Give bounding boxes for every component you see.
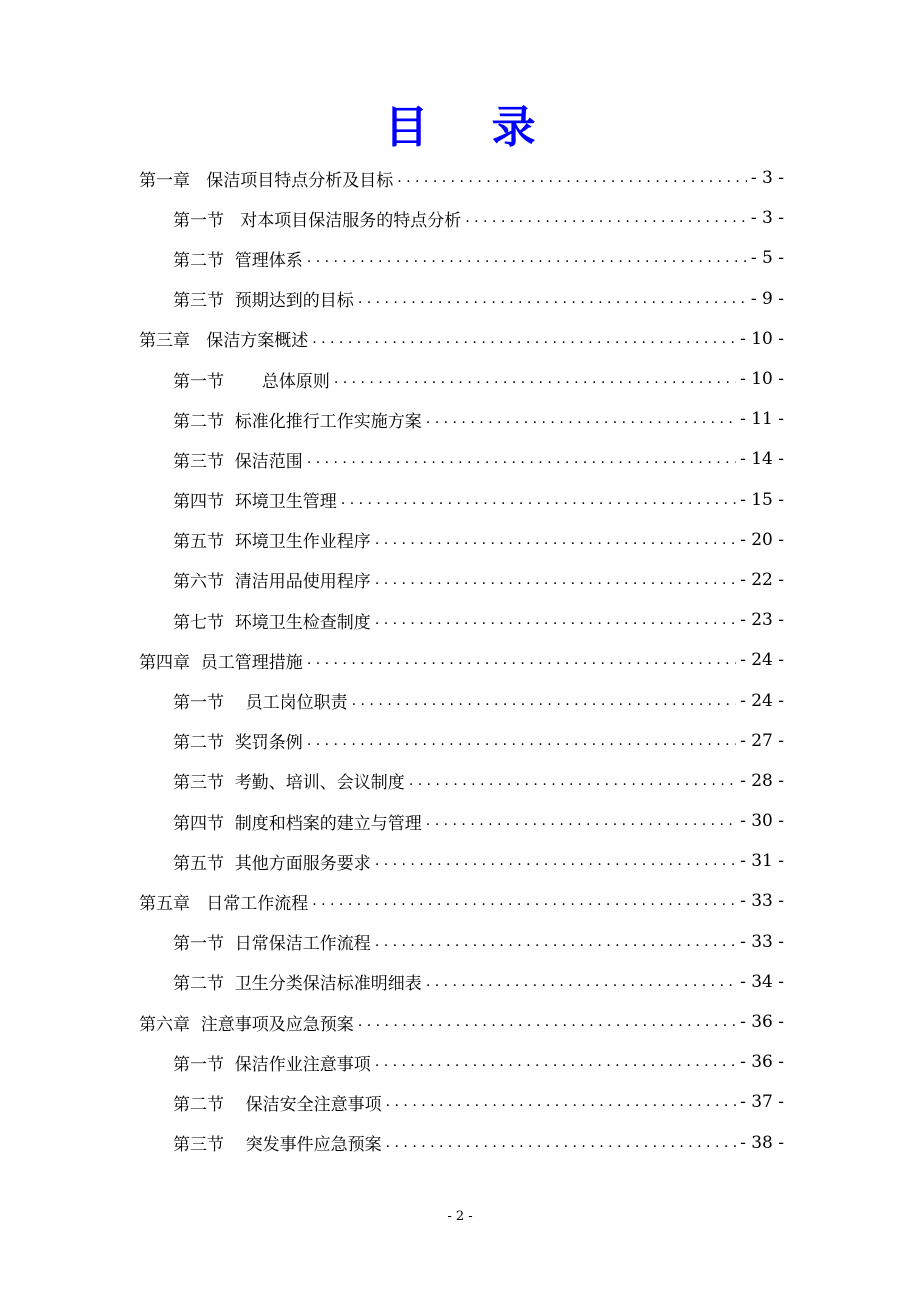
toc-entry[interactable] (139, 1002, 784, 1042)
toc-entry[interactable] (139, 640, 784, 680)
toc-entry[interactable] (139, 881, 784, 921)
toc-leader-dots (307, 649, 736, 671)
toc-page-number: - 34 - (740, 971, 784, 992)
toc-entry[interactable] (139, 359, 784, 399)
toc-label: 第一节 日常保洁工作流程 (173, 934, 371, 955)
toc-entry[interactable] (139, 841, 784, 881)
toc-entry[interactable] (139, 158, 784, 198)
toc-label: 第六章 注意事项及应急预案 (139, 1014, 354, 1035)
toc-label: 第二节 奖罚条例 (173, 733, 303, 754)
toc-leader-dots (334, 368, 736, 390)
toc-leader-dots (341, 489, 736, 511)
toc-entry[interactable] (139, 721, 784, 761)
toc-label: 第四章 员工管理措施 (139, 652, 303, 673)
toc-page-number: - 10 - (740, 369, 784, 390)
table-of-contents (139, 158, 784, 1163)
toc-label: 第二节 卫生分类保洁标准明细表 (173, 974, 422, 995)
toc-label: 第三节 突发事件应急预案 (173, 1135, 382, 1156)
toc-page-number: - 24 - (740, 650, 784, 671)
toc-entry[interactable] (139, 238, 784, 278)
toc-entry[interactable] (139, 319, 784, 359)
toc-label: 第一节 对本项目保洁服务的特点分析 (173, 210, 462, 231)
toc-label: 第七节 环境卫生检查制度 (173, 612, 371, 633)
toc-page-number: - 36 - (740, 1052, 784, 1073)
toc-page-number: - 9 - (750, 288, 784, 309)
toc-page-number: - 24 - (740, 690, 784, 711)
toc-page-number: - 15 - (740, 489, 784, 510)
toc-page-number: - 20 - (740, 529, 784, 550)
toc-label: 第三章 保洁方案概述 (139, 331, 309, 352)
toc-label: 第一章 保洁项目特点分析及目标 (139, 170, 394, 191)
toc-page-number: - 38 - (740, 1132, 784, 1153)
toc-leader-dots (375, 569, 736, 591)
toc-label: 第五章 日常工作流程 (139, 893, 309, 914)
toc-entry[interactable] (139, 1123, 784, 1163)
toc-leader-dots (426, 810, 736, 832)
toc-label: 第五节 环境卫生作业程序 (173, 532, 371, 553)
toc-leader-dots (426, 408, 736, 430)
toc-leader-dots (426, 971, 736, 993)
toc-entry[interactable] (139, 399, 784, 439)
toc-leader-dots (375, 1051, 736, 1073)
toc-page-number: - 37 - (740, 1092, 784, 1113)
toc-page-number: - 33 - (740, 891, 784, 912)
toc-page-number: - 10 - (740, 328, 784, 349)
toc-label: 第三节 预期达到的目标 (173, 291, 354, 312)
toc-leader-dots (307, 730, 736, 752)
toc-leader-dots (352, 690, 736, 712)
toc-label: 第一节 总体原则 (173, 371, 330, 392)
toc-leader-dots (307, 448, 736, 470)
toc-entry[interactable] (139, 922, 784, 962)
toc-page-number: - 22 - (740, 569, 784, 590)
toc-entry[interactable] (139, 1082, 784, 1122)
toc-leader-dots (386, 1091, 736, 1113)
toc-entry[interactable] (139, 1042, 784, 1082)
toc-entry[interactable] (139, 801, 784, 841)
toc-label: 第一节 保洁作业注意事项 (173, 1054, 371, 1075)
toc-page-number: - 11 - (740, 409, 784, 430)
toc-leader-dots (386, 1132, 736, 1154)
toc-leader-dots (307, 247, 747, 269)
toc-label: 第五节 其他方面服务要求 (173, 853, 371, 874)
page-footer-number: - 2 - (447, 1209, 473, 1224)
toc-page-number: - 31 - (740, 851, 784, 872)
toc-entry[interactable] (139, 480, 784, 520)
toc-leader-dots (375, 529, 736, 551)
toc-page-number: - 3 - (750, 168, 784, 189)
toc-leader-dots (358, 1011, 736, 1033)
toc-entry[interactable] (139, 439, 784, 479)
toc-label: 第四节 制度和档案的建立与管理 (173, 813, 422, 834)
toc-label: 第六节 清洁用品使用程序 (173, 572, 371, 593)
toc-page-number: - 23 - (740, 610, 784, 631)
toc-label: 第三节 考勤、培训、会议制度 (173, 773, 405, 794)
toc-leader-dots (375, 850, 736, 872)
toc-entry[interactable] (139, 198, 784, 238)
toc-entry[interactable] (139, 520, 784, 560)
toc-leader-dots (465, 207, 747, 229)
toc-page-number: - 27 - (740, 730, 784, 751)
toc-leader-dots (312, 328, 736, 350)
toc-entry[interactable] (139, 761, 784, 801)
toc-page-number: - 30 - (740, 811, 784, 832)
toc-page-number: - 33 - (740, 931, 784, 952)
toc-leader-dots (397, 167, 747, 189)
toc-label: 第四节 环境卫生管理 (173, 492, 337, 513)
toc-leader-dots (312, 890, 736, 912)
page-title: 目 录 (384, 102, 560, 153)
toc-page-number: - 14 - (740, 449, 784, 470)
toc-label: 第二节 标准化推行工作实施方案 (173, 411, 422, 432)
toc-label: 第一节 员工岗位职责 (173, 693, 348, 714)
toc-leader-dots (375, 931, 736, 953)
toc-page-number: - 28 - (740, 770, 784, 791)
toc-entry[interactable] (139, 600, 784, 640)
toc-label: 第二节 保洁安全注意事项 (173, 1094, 382, 1115)
toc-page-number: - 36 - (740, 1012, 784, 1033)
toc-page-number: - 5 - (750, 248, 784, 269)
toc-entry[interactable] (139, 680, 784, 720)
toc-entry[interactable] (139, 560, 784, 600)
toc-entry[interactable] (139, 962, 784, 1002)
toc-leader-dots (358, 288, 747, 310)
toc-leader-dots (409, 770, 736, 792)
toc-leader-dots (375, 609, 736, 631)
toc-entry[interactable] (139, 279, 784, 319)
toc-label: 第二节 管理体系 (173, 250, 303, 271)
toc-label: 第三节 保洁范围 (173, 451, 303, 472)
toc-page-number: - 3 - (750, 208, 784, 229)
